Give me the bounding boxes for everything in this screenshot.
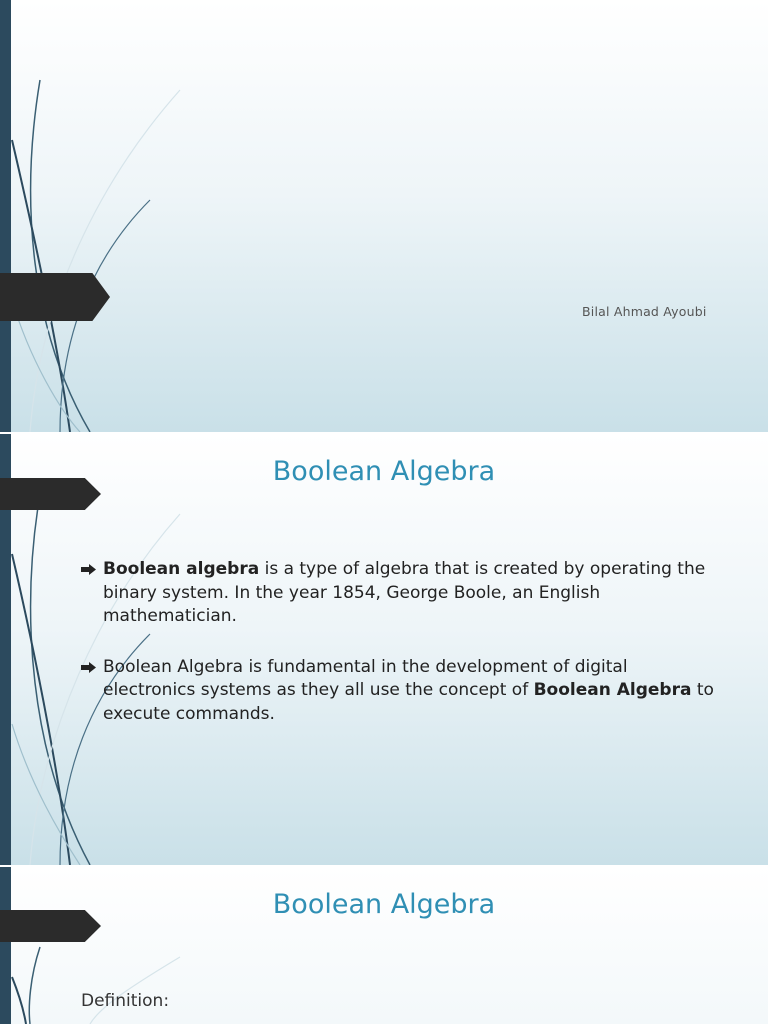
bullet-text: to execute commands.: [103, 680, 714, 724]
bullet-list: [80, 558, 720, 753]
bullet-text: Boolean Algebra is fundamental in the development of digital electronics systems as they all use the concept of: [103, 656, 628, 700]
bullet-bold-lead: Boolean algebra: [103, 559, 260, 579]
decorative-curves: [0, 0, 220, 432]
bullet-text: is a type of algebra that is created by operating the binary system. In the year 1854, George Boole, an English mathematician.: [103, 559, 706, 626]
slide-3-content: [0, 867, 768, 1024]
definition-label: Definition:: [81, 991, 170, 1011]
slide-1-title: [0, 0, 768, 432]
slide-title: Boolean Algebra: [272, 889, 496, 920]
arrow-right-icon: [81, 662, 96, 673]
slide-title: Boolean Algebra: [272, 456, 496, 487]
arrow-right-icon: [81, 564, 96, 575]
slide-2-content: [0, 434, 768, 865]
bullet-item: [80, 656, 720, 727]
bullet-item: [80, 558, 720, 629]
author-name: Bilal Ahmad Ayoubi: [582, 304, 707, 319]
bullet-bold-term: Boolean Algebra: [533, 680, 692, 700]
title-tab-shape: [0, 273, 110, 321]
